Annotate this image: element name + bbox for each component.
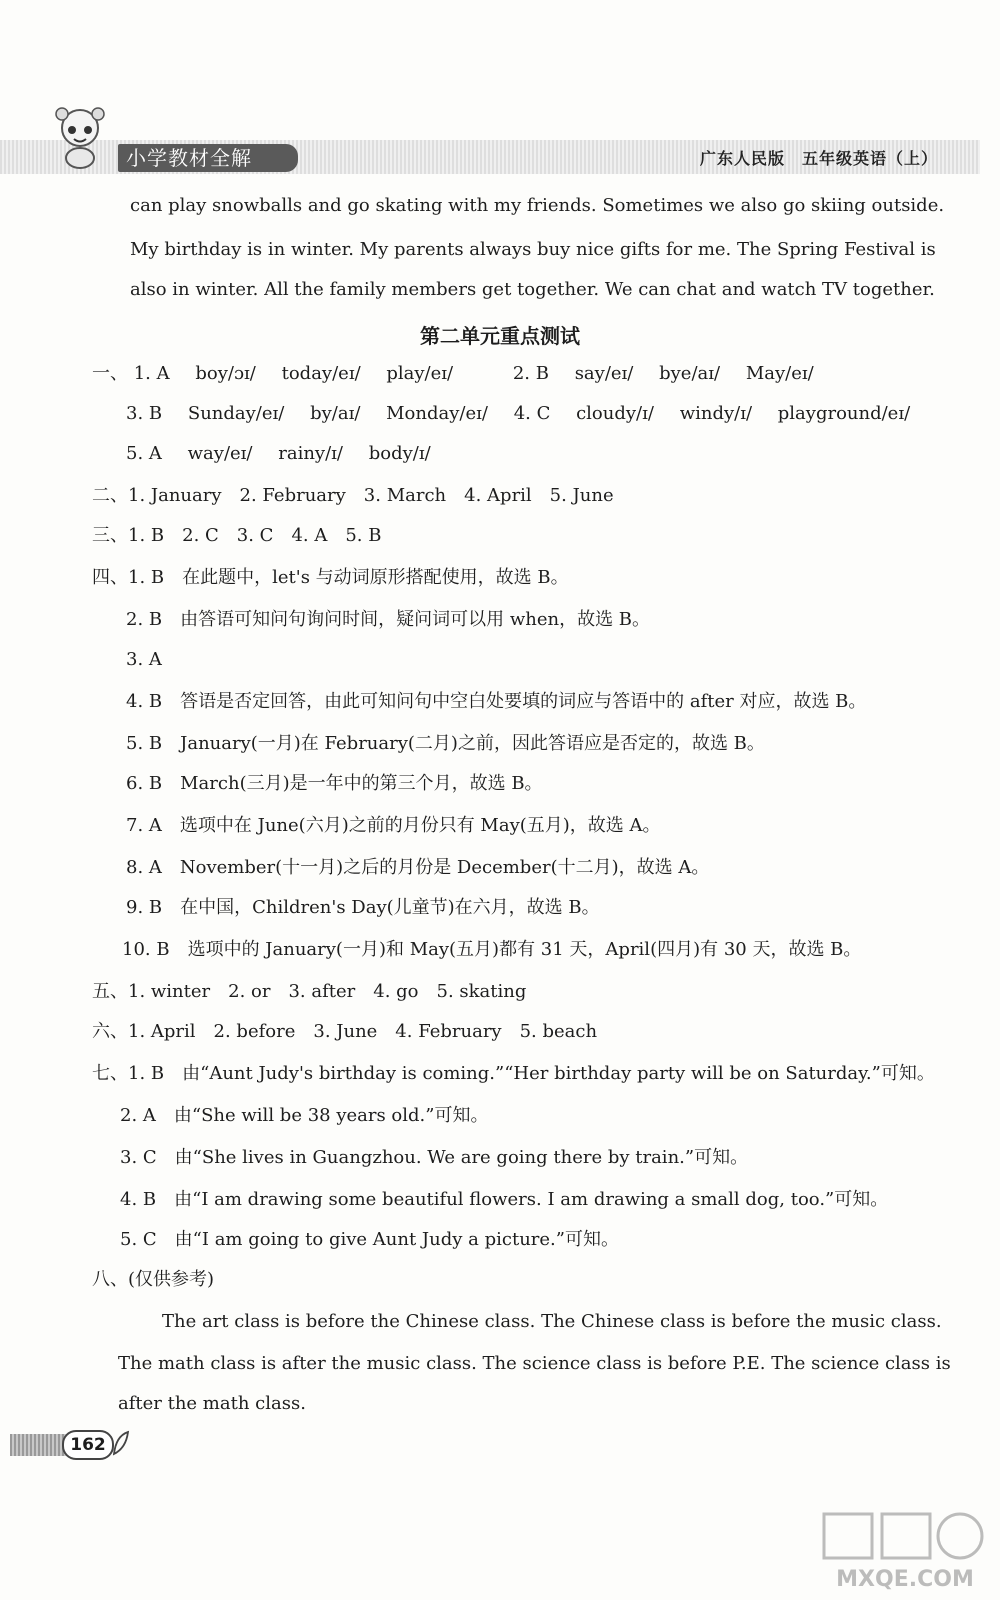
page-number: 162 bbox=[62, 1430, 114, 1460]
part4-item: 3. A bbox=[126, 649, 162, 670]
part8-line: The math class is after the music class. The science class is before P.E. The science class is bbox=[118, 1353, 951, 1374]
phonetic-word: rainy/ɪ/ bbox=[278, 443, 343, 464]
page-header bbox=[0, 100, 1000, 180]
part1-row bbox=[126, 402, 930, 426]
part6-answers: 1. April 2. before 3. June 4. February 5. beach bbox=[128, 1021, 598, 1042]
phonetic-word: windy/ɪ/ bbox=[679, 403, 753, 424]
phonetic-word: today/eɪ/ bbox=[281, 363, 361, 384]
part-label: 一、 bbox=[92, 363, 128, 384]
part7-item: 5. C 由“I am going to give Aunt Judy a picture.”可知。 bbox=[120, 1229, 619, 1250]
part2-answers: 1. January 2. February 3. March 4. April 5. June bbox=[128, 485, 614, 506]
part7-item bbox=[92, 1062, 955, 1086]
phonetic-word: body/ɪ/ bbox=[368, 443, 431, 464]
phonetic-word: playground/eɪ/ bbox=[777, 403, 911, 424]
phonetic-word: bye/aɪ/ bbox=[659, 363, 721, 384]
part2-row bbox=[92, 484, 634, 508]
phonetic-word: play/eɪ/ bbox=[386, 363, 454, 384]
phonetic-word: cloudy/ɪ/ bbox=[576, 403, 654, 424]
part1-row bbox=[126, 442, 451, 466]
intro-line: also in winter. All the family members get together. We can chat and watch TV together. bbox=[130, 279, 935, 300]
part7-item: 2. A 由“She will be 38 years old.”可知。 bbox=[120, 1105, 489, 1126]
explanation: 1. B 由“Aunt Judy's birthday is coming.”“Her birthday party will be on Saturday.”可知。 bbox=[128, 1063, 935, 1084]
intro-line: can play snowballs and go skating with my friends. Sometimes we also go skiing outside. bbox=[130, 195, 945, 216]
part7-item: 3. C 由“She lives in Guangzhou. We are going there by train.”可知。 bbox=[120, 1147, 749, 1168]
part4-item: 6. B March(三月)是一年中的第三个月，故选 B。 bbox=[126, 773, 543, 794]
part4-item: 4. B 答语是否定回答，由此可知问句中空白处要填的词应与答语中的 after 对应，故选 B。 bbox=[126, 691, 867, 712]
explanation: 1. B 在此题中，let's 与动词原形搭配使用，故选 B。 bbox=[128, 567, 569, 588]
part4-item: 9. B 在中国，Children's Day(儿童节)在六月，故选 B。 bbox=[126, 897, 600, 918]
phonetic-word: way/eɪ/ bbox=[187, 443, 253, 464]
answer: 2. B bbox=[512, 363, 549, 384]
part4-item bbox=[92, 566, 589, 590]
answer: 3. B bbox=[126, 403, 163, 424]
part4-item: 5. B January(一月)在 February(二月)之前，因此答语应是否定的，故选 B。 bbox=[126, 733, 765, 754]
watermark-text: MXQE.COM bbox=[836, 1567, 974, 1592]
part5-answers: 1. winter 2. or 3. after 4. go 5. skating bbox=[128, 981, 527, 1002]
part-label: 六、 bbox=[92, 1021, 128, 1042]
phonetic-word: Monday/eɪ/ bbox=[386, 403, 488, 424]
book-brand: 小学教材全解 bbox=[118, 144, 298, 172]
phonetic-word: Sunday/eɪ/ bbox=[187, 403, 285, 424]
part3-row bbox=[92, 524, 401, 548]
answer: 1. A bbox=[133, 363, 170, 384]
part8-line: after the math class. bbox=[118, 1393, 306, 1414]
part5-row bbox=[92, 980, 546, 1004]
answer: 4. C bbox=[513, 403, 551, 424]
part8-line: The art class is before the Chinese class. The Chinese class is before the music class. bbox=[162, 1311, 942, 1332]
leaf-icon bbox=[112, 1430, 130, 1456]
book-edition: 广东人民版 五年级英语（上） bbox=[700, 149, 939, 168]
part4-item: 2. B 由答语可知问句询问时间，疑问词可以用 when，故选 B。 bbox=[126, 609, 651, 630]
part-label: 三、 bbox=[92, 525, 128, 546]
part-label: 五、 bbox=[92, 981, 128, 1002]
phonetic-word: by/aɪ/ bbox=[310, 403, 361, 424]
part1-row bbox=[92, 362, 834, 386]
answer: 5. A bbox=[126, 443, 162, 464]
part6-row bbox=[92, 1020, 617, 1044]
watermark-logo bbox=[820, 1510, 990, 1594]
part-label: 四、 bbox=[92, 567, 128, 588]
phonetic-word: boy/ɔɪ/ bbox=[195, 363, 256, 384]
section-title: 第二单元重点测试 bbox=[420, 324, 580, 348]
part-label: 七、 bbox=[92, 1063, 128, 1084]
part4-item: 10. B 选项中的 January(一月)和 May(五月)都有 31 天，April(四月)有 30 天，故选 B。 bbox=[122, 939, 862, 960]
part4-item: 8. A November(十一月)之后的月份是 December(十二月)，故选 A。 bbox=[126, 857, 710, 878]
part3-answers: 1. B 2. C 3. C 4. A 5. B bbox=[128, 525, 382, 546]
part4-item: 7. A 选项中在 June(六月)之前的月份只有 May(五月)，故选 A。 bbox=[126, 815, 661, 836]
mascot-icon bbox=[48, 106, 112, 172]
part7-item: 4. B 由“I am drawing some beautiful flowers. I am drawing a small dog, too.”可知。 bbox=[120, 1189, 889, 1210]
phonetic-word: say/eɪ/ bbox=[574, 363, 634, 384]
phonetic-word: May/eɪ/ bbox=[745, 363, 814, 384]
part8-label: 八、(仅供参考) bbox=[92, 1269, 215, 1290]
part-label: 二、 bbox=[92, 485, 128, 506]
page-footer bbox=[0, 1420, 130, 1460]
intro-line: My birthday is in winter. My parents always buy nice gifts for me. The Spring Festival is bbox=[130, 239, 936, 260]
